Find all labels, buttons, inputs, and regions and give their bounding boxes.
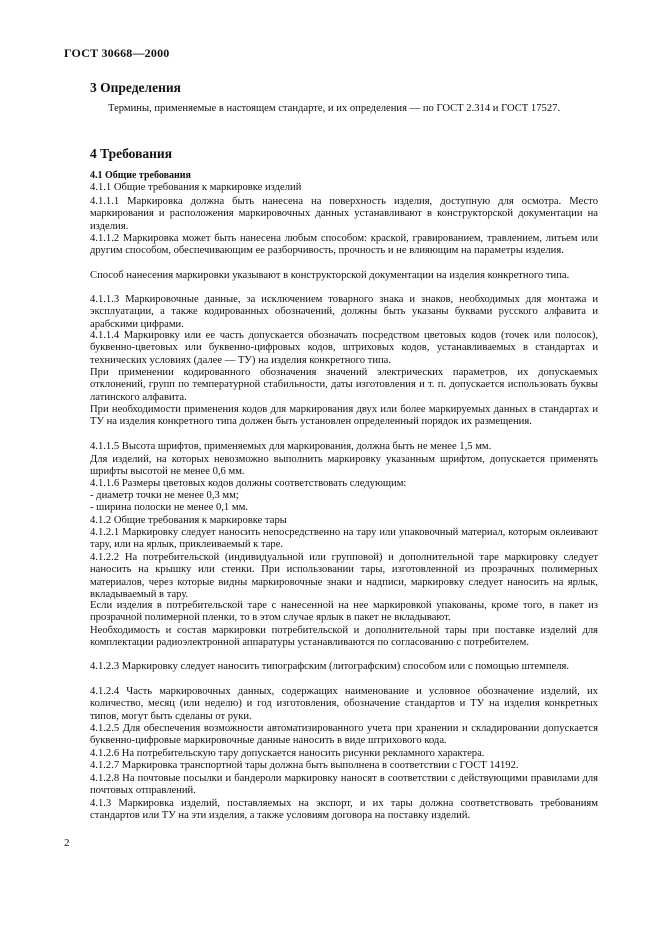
paragraph: 4.1.2.6 На потребительскую тару допускается наносить рисунки рекламного характера. bbox=[90, 748, 485, 759]
paragraph: 4.1.2.3 Маркировку следует наносить типографским (литографским) способом или с помощью штемпеля. bbox=[90, 661, 570, 672]
paragraph: 4.1.1.6 Размеры цветовых кодов должны соответствовать следующим: bbox=[90, 478, 407, 489]
list-item: - ширина полоски не менее 0,1 мм. bbox=[90, 502, 248, 513]
paragraph: При применении кодированного обозначения значений электрических параметров, их допускаемых отклонений, групп по температурной стабильности, даты изготовления и т. п. допускается использовать буквы латинского алфавита. bbox=[90, 367, 598, 403]
paragraph: Для изделий, на которых невозможно выполнить маркировку указанным шрифтом, допускается применять шрифты высотой не менее 0,6 мм. bbox=[90, 454, 598, 478]
paragraph: 4.1.1.1 Маркировка должна быть нанесена на поверхность изделия, доступную для осмотра. Место маркирования и расположения маркировочных данных устанавливают в конструкторской документации на изделия. bbox=[90, 196, 598, 232]
list-item: - диаметр точки не менее 0,3 мм; bbox=[90, 490, 239, 501]
paragraph: Способ нанесения маркировки указывают в конструкторской документации на изделия конкретного типа. bbox=[90, 270, 570, 281]
paragraph: 4.1.2.5 Для обеспечения возможности автоматизированного учета при хранении и складировании допускается буквенно-цифровые маркировочные данные наносить в виде штрихового кода. bbox=[90, 723, 598, 747]
paragraph: Необходимость и состав маркировки потребительской и дополнительной тары при поставке изделий для комплектации радиоэлектронной аппаратуры устанавливаются по согласованию с потребителем. bbox=[90, 625, 598, 649]
paragraph: 4.1.3 Маркировка изделий, поставляемых на экспорт, и их тары должна соответствовать требованиям стандартов или ТУ на эти изделия, а также условиям договора на поставку изделий. bbox=[90, 798, 598, 822]
section-3-title: 3 Определения bbox=[90, 80, 181, 95]
subsection-title: 4.1 Общие требования bbox=[90, 170, 191, 181]
document-header: ГОСТ 30668—2000 bbox=[64, 46, 170, 60]
page-number: 2 bbox=[64, 837, 70, 849]
paragraph: 4.1.2.8 На почтовые посылки и бандероли маркировку наносят в соответствии с действующими правилами для почтовых отправлений. bbox=[90, 773, 598, 797]
paragraph: 4.1.2.1 Маркировку следует наносить непосредственно на тару или упаковочный материал, которым оклеивают тару, или на ярлык, приклеиваемый к таре. bbox=[90, 527, 598, 551]
paragraph: 4.1.2.2 На потребительской (индивидуальной или групповой) и дополнительной таре маркировку следует наносить на крышку или стенки. При использовании тары, изготовленной из прозрачных полимерных материалов, через которые видны маркировочные знаки и надписи, маркировку следует наносить на ярлык, вкладываемый в тару. bbox=[90, 552, 598, 601]
paragraph: 4.1.2.4 Часть маркировочных данных, содержащих наименование и условное обозначение изделий, их количество, месяц (или неделю) и год изготовления, обозначение стандартов и ТУ на изделия конкретных типов, могут быть сделаны от руки. bbox=[90, 686, 598, 722]
section-3-text: Термины, применяемые в настоящем стандарте, и их определения — по ГОСТ 2.314 и ГОСТ 17527. bbox=[108, 103, 561, 114]
paragraph: При необходимости применения кодов для маркирования двух или более маркируемых данных в стандартах и ТУ на изделия конкретного типа должен быть установлен определенный порядок их размещения. bbox=[90, 404, 598, 428]
paragraph: 4.1.1.5 Высота шрифтов, применяемых для маркирования, должна быть не менее 1,5 мм. bbox=[90, 441, 492, 452]
paragraph: 4.1.1.3 Маркировочные данные, за исключением товарного знака и знаков, необходимых для монтажа и эксплуатации, а также кодированных обозначений, должны быть указаны буквами русского алфавита и арабскими цифрами. bbox=[90, 294, 598, 330]
paragraph: 4.1.1.4 Маркировку или ее часть допускается обозначать посредством цветовых кодов (точек или полосок), буквенно-цветовых или буквенно-цифровых кодов, штриховых кодов, устанавливаемых в стандартах и технических условиях (далее — ТУ) на изделия конкретного типа. bbox=[90, 330, 598, 366]
paragraph: 4.1.2 Общие требования к маркировке тары bbox=[90, 515, 287, 526]
paragraph: Если изделия в потребительской таре с нанесенной на нее маркировкой упакованы, кроме того, в пакет из прозрачной полимерной пленки, то в этом случае ярлык в пакет не вкладывают. bbox=[90, 600, 598, 624]
paragraph: 4.1.2.7 Маркировка транспортной тары должна быть выполнена в соответствии с ГОСТ 14192. bbox=[90, 760, 519, 771]
paragraph: 4.1.1.2 Маркировка может быть нанесена любым способом: краской, гравированием, травлением, литьем или другим способом, обеспечивающим ее разборчивость, прочность и не влияющим на параметры изделия. bbox=[90, 233, 598, 257]
paragraph: 4.1.1 Общие требования к маркировке изделий bbox=[90, 182, 302, 193]
section-4-title: 4 Требования bbox=[90, 146, 173, 161]
